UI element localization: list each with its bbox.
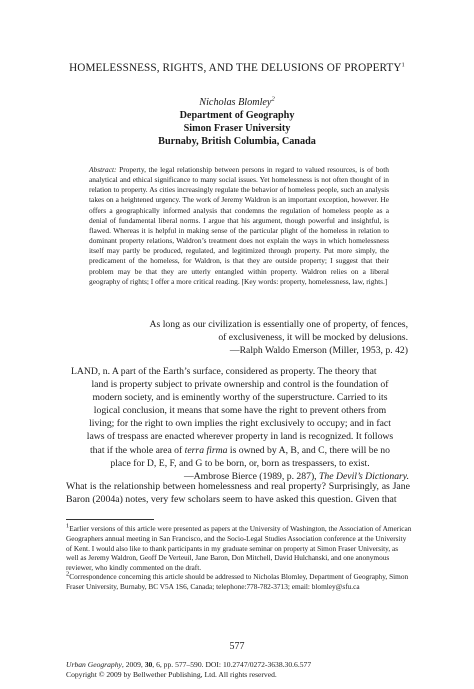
footnote-marker: 1 (66, 522, 70, 530)
body-paragraph: What is the relationship between homelessness and real property? Surprisingly, as Jane Baron (2004a) notes, very few scholars seem to have asked this question. Given that (66, 481, 410, 506)
epigraph-emerson-line-1: As long as our civilization is essentially one of property, of fences, (149, 319, 408, 330)
title-footnote-marker: 1 (401, 61, 405, 69)
article-title: HOMELESSNESS, RIGHTS, AND THE DELUSIONS OF PROPERTY$^1$ (69, 61, 405, 74)
footnote-marker: 2 (66, 570, 70, 578)
epigraph-bierce-line-terra-firma: that if the whole area of terra firma is owned by A, B, and C, there will be no (89, 444, 390, 456)
italic-term: terra firma (184, 444, 228, 456)
epigraph-bierce-line: laws of trespass are enacted wherever property in land is recognized. It follows (86, 431, 394, 443)
abstract (89, 165, 389, 287)
journal-name: Urban Geography (66, 660, 122, 669)
abstract-label: Abstract: (89, 165, 117, 174)
epigraph-bierce-line: modern society, and is eminently worthy of the superstructure. Carried to its (92, 392, 388, 404)
epigraph-bierce-line: land is property subject to private ownership and control is the foundation of (91, 379, 389, 391)
affiliation-university: Simon Fraser University (183, 123, 291, 134)
epigraph-bierce (71, 365, 409, 483)
citation-line: Urban Geography, 2009, 30, 6, pp. 577–590. DOI: 10.2747/0272-3638.30.6.577 (66, 660, 312, 669)
journal-citation (66, 660, 311, 680)
volume-number: 30 (144, 660, 153, 669)
footnote-rule (66, 519, 154, 520)
epigraph-bierce-line: logical conclusion, it means that some have the right to prevent others from (93, 405, 387, 417)
copyright-line: Copyright © 2009 by Bellwether Publishing, Ltd. All rights reserved. (66, 670, 277, 679)
epigraph-bierce-line: living; for the right to own implies the right exclusively to occupy; and in fact (89, 418, 391, 430)
abstract-text: Property, the legal relationship between persons in regard to valued resources, is of both analytical and ethical significance to many social issues. Yet homelessness is not often thought of in relation to property. As cities increasingly regulate the behavior of homeless people, such an analysis takes on a heightened urgency. The work of Jeremy Waldron is an important exception, however. He offers a geographically informed analysis that condemns the regulation of homeless people as a denial of fundamental liberal norms. I argue that his argument, though powerful and insightful, is flawed. Whereas it is helpful in making sense of the particular plight of the homeless in relation to dominant property relations, Waldron’s treatment does not explain the ways in which homelessness itself may partly be produced, regulated, and legitimized through property. Put more simply, the predicament of the homeless, for Waldron, is that they are outside property; I suggest that their problem may be that they are utterly entangled within property. Waldron relies on a liberal geography of rights; I offer a more critical reading. [Key words: property, homelessness, law, rights.] (89, 165, 389, 286)
epigraph-emerson-line-2: of exclusiveness, it will be mocked by delusions. (218, 332, 408, 343)
epigraph-bierce-line: LAND, n. A part of the Earth’s surface, considered as property. The theory that (71, 366, 377, 377)
epigraph-bierce-attribution: —Ambrose Bierce (1989, p. 287), The Devil’s Dictionary. (183, 470, 409, 482)
footnote-2: $^2$Correspondence concerning this article should be addressed to Nicholas Blomley, Department of Geography, Simon Fraser University, Burnaby, BC V5A 1S6, Canada; telephone:778-782-3713; email: blomley@sfu.ca (66, 570, 409, 591)
book-title: The Devil’s Dictionary. (319, 470, 409, 482)
affiliation-location: Burnaby, British Columbia, Canada (158, 136, 316, 147)
author-name: Nicholas Blomley$^2$ (199, 95, 275, 108)
author-footnote-marker: 2 (271, 95, 275, 103)
epigraph-emerson-attribution: —Ralph Waldo Emerson (Miller, 1953, p. 42) (229, 345, 408, 356)
footnote-1: $^1$Earlier versions of this article were presented as papers at the University of Washington, the Association of American Geographers annual meeting in San Francisco, and the Socio-Legal Studies Association conference at the University of Kent. I would also like to thank participants in my graduate seminar on property at Simon Fraser University, as well as Jeremy Waldron, Geoff De Verteuil, Jane Baron, Don Mitchell, David Hulchanski, and one anonymous reviewer, who kindly commented on the draft. (66, 522, 412, 573)
epigraph-bierce-line: place for D, E, F, and G to be born, or, born as trespassers, to exist. (110, 457, 370, 469)
affiliation-department: Department of Geography (179, 110, 295, 121)
page-number: 577 (229, 641, 245, 652)
